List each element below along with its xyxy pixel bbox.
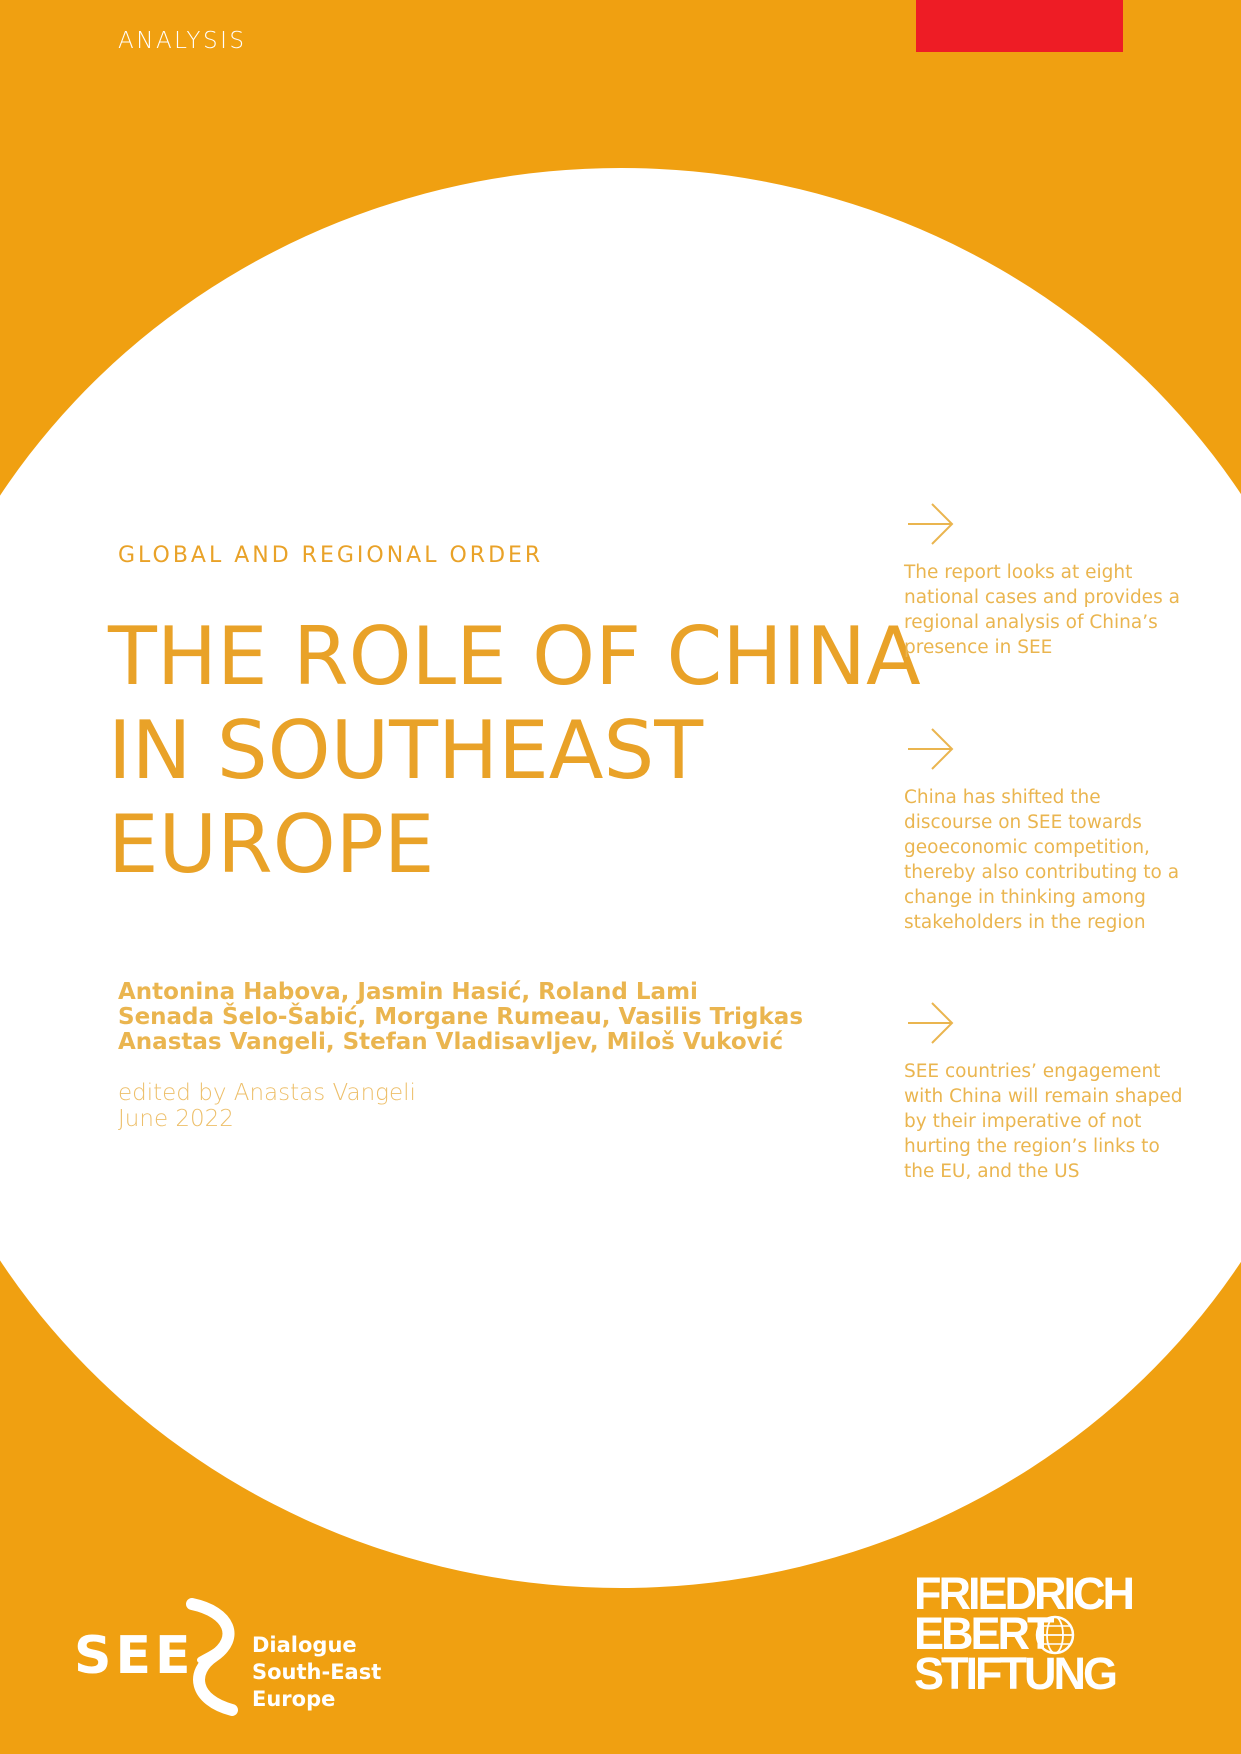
fes-logo-line: EBERT [914,1608,1052,1659]
arrow-right-icon [906,727,956,771]
see-dialogue-logo [74,1598,454,1718]
takeaway-text: SEE countries’ engagement with China will remain shaped by their imperative of not hurting the region’s links to the EU, and the US [904,1061,1183,1182]
title-line: EUROPE [108,798,435,891]
globe-icon [1034,1614,1076,1656]
arrow-right-icon [906,1001,956,1045]
takeaway-text: The report looks at eight national cases and provides a regional analysis of China’s presence in SEE [904,562,1180,658]
title-line: THE ROLE OF CHINA [108,610,921,703]
see-logo-name [252,1632,454,1713]
title-line: IN SOUTHEAST [108,704,704,797]
takeaway-item [904,1001,1194,1184]
fes-logo-line: STIFTUNG [914,1648,1115,1699]
takeaway-item [904,502,1194,660]
see-logo-name-line: South-East Europe [252,1660,382,1711]
authors-line: Anastas Vangeli, Stefan Vladisavljev, Miloš Vuković [118,1029,784,1055]
page-title [108,610,921,892]
editor-block [118,1080,416,1132]
red-corner-tab [916,0,1123,52]
authors-list [118,980,818,1055]
takeaway-item [904,727,1194,935]
see-logo-abbr: SEE [74,1626,195,1686]
document-type-label: ANALYSIS [118,28,247,54]
authors-line: Antonina Habova, Jasmin Hasić, Roland Lami [118,979,698,1005]
see-logo-name-line: Dialogue [252,1633,357,1657]
see-swirl-icon [182,1598,240,1716]
fes-logo-line: FRIEDRICH [914,1568,1132,1619]
series-label: GLOBAL AND REGIONAL ORDER [118,543,544,568]
authors-line: Senada Šelo-Šabić, Morgane Rumeau, Vasilis Trigkas [118,1004,804,1030]
arrow-right-icon [906,502,956,546]
editor-line: edited by Anastas Vangeli [118,1080,416,1106]
publication-date: June 2022 [118,1106,234,1132]
fes-logo [914,1568,1134,1704]
takeaway-text: China has shifted the discourse on SEE towards geoeconomic competition, thereby also contributing to a change in thinking among stakeholders in the region [904,787,1180,933]
